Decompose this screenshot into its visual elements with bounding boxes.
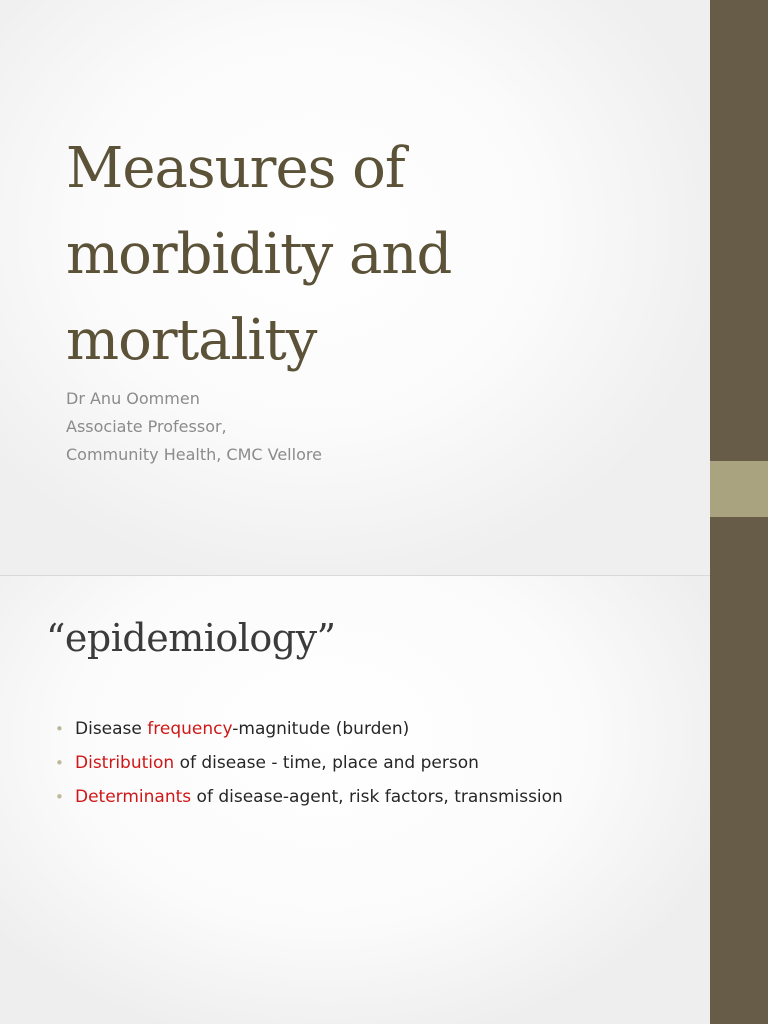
author-name: Dr Anu Oommen: [66, 389, 200, 408]
author-info: [66, 385, 322, 469]
bullet-highlight: Determinants: [75, 787, 192, 807]
slide-title-line: Measures of: [66, 136, 405, 201]
list-item: [55, 780, 563, 814]
slide-heading: “epidemiology”: [46, 616, 336, 660]
list-item: [55, 746, 563, 780]
content-slide: [0, 576, 710, 1024]
author-position: Associate Professor,: [66, 417, 227, 436]
bullet-dot-icon: •: [55, 788, 64, 806]
bullet-text: Disease: [75, 719, 148, 739]
bullet-highlight: frequency: [147, 719, 233, 739]
decorative-side-accent: [710, 461, 768, 517]
bullet-list: [55, 712, 563, 814]
bullet-dot-icon: •: [55, 754, 64, 772]
slide-title-line: mortality: [66, 308, 317, 373]
bullet-text: of disease-agent, risk factors, transmission: [191, 787, 563, 807]
list-item: [55, 712, 563, 746]
slide-title-line: morbidity and: [66, 222, 452, 287]
bullet-text: -magnitude (burden): [232, 719, 410, 739]
slide-title: [66, 126, 666, 384]
bullet-text: of disease - time, place and person: [174, 753, 479, 773]
bullet-highlight: Distribution: [75, 753, 175, 773]
author-affiliation: Community Health, CMC Vellore: [66, 445, 322, 464]
bullet-dot-icon: •: [55, 720, 64, 738]
